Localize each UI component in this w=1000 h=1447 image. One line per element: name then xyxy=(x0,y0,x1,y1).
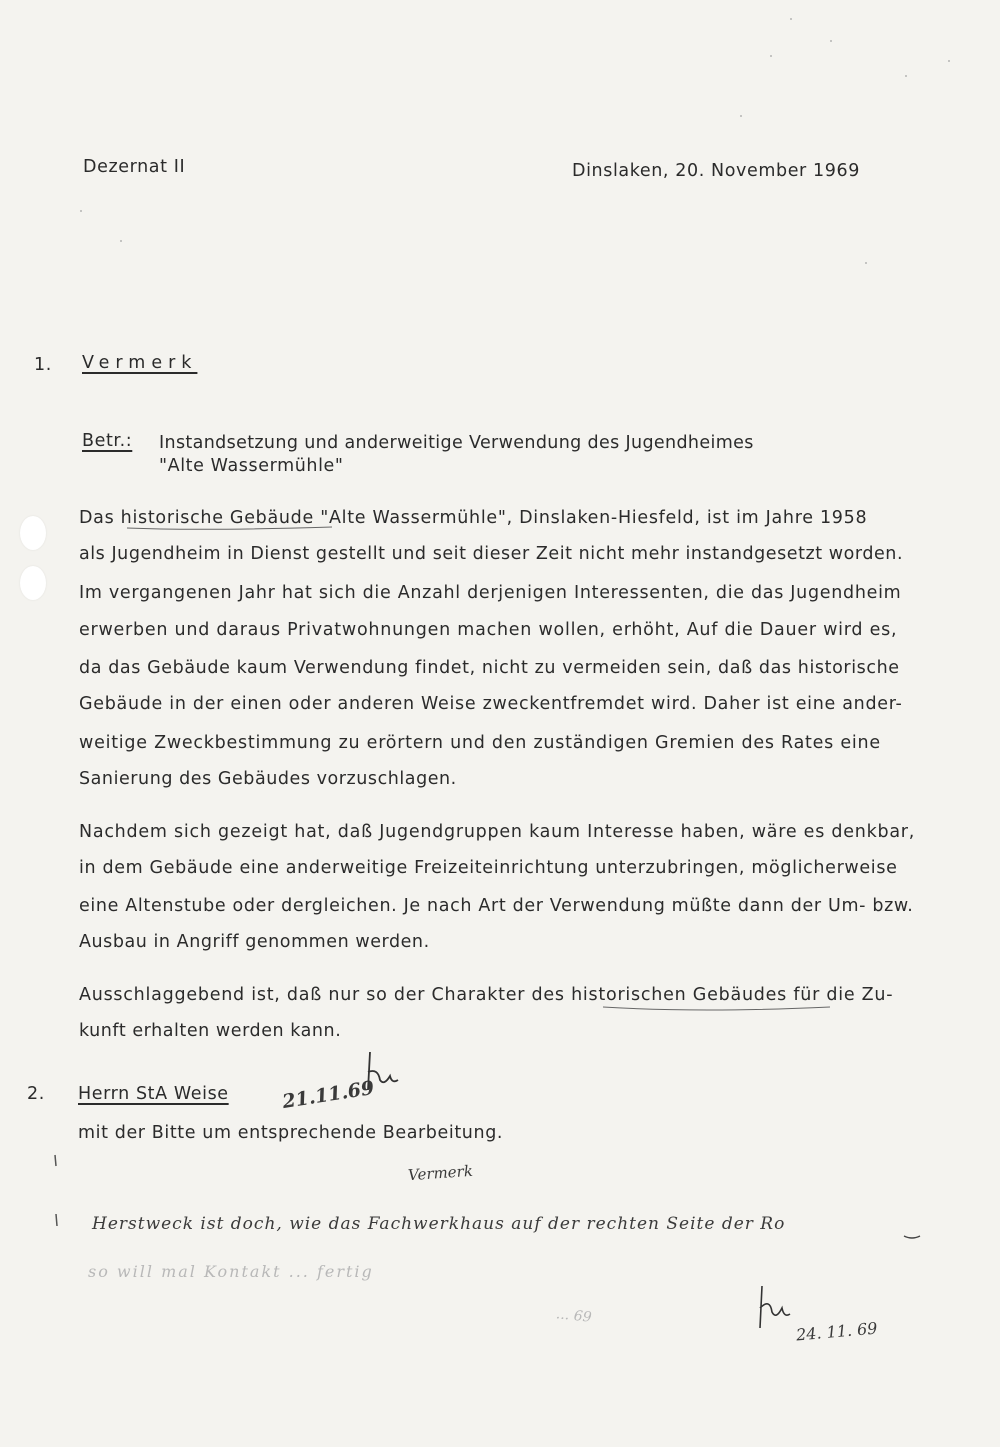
paragraph-1-line: Im vergangenen Jahr hat sich die Anzahl derjenigen Interessenten, die das Jugendheim xyxy=(79,583,902,603)
paragraph-3-line: Ausschlaggebend ist, daß nur so der Charakter des historischen Gebäudes für die Zu- xyxy=(79,985,894,1005)
scan-speck xyxy=(905,75,907,77)
subject-label: Betr.: xyxy=(82,431,133,451)
scan-speck xyxy=(770,55,772,57)
scan-speck xyxy=(120,240,122,242)
paragraph-1-line: Gebäude in der einen oder anderen Weise zweckentfremdet wird. Daher ist eine ander- xyxy=(79,694,903,714)
scan-speck xyxy=(740,115,742,117)
paragraph-1-line: Das historische Gebäude "Alte Wassermühle", Dinslaken-Hiesfeld, ist im Jahre 1958 xyxy=(79,508,868,528)
scan-speck xyxy=(948,60,950,62)
paragraph-1-line: weitige Zweckbestimmung zu erörtern und den zuständigen Gremien des Rates eine xyxy=(79,733,881,753)
handwritten-initial-date-1: ... 69 xyxy=(555,1306,593,1326)
stamp-date: 21.11.69 xyxy=(280,1076,376,1114)
handwritten-signature xyxy=(752,1284,792,1334)
punch-hole-lower xyxy=(20,566,46,600)
section-title: Vermerk xyxy=(82,353,198,373)
handwritten-insert: Vermerk xyxy=(407,1161,474,1185)
subject-line-1: Instandsetzung und anderweitige Verwendung des Jugendheimes xyxy=(159,433,754,453)
paragraph-1-line: erwerben und daraus Privatwohnungen machen wollen, erhöht, Auf die Dauer wird es, xyxy=(79,620,898,640)
addressee: Herrn StA Weise xyxy=(78,1084,229,1104)
handwritten-note-line-1: Herstweck ist doch, wie das Fachwerkhaus auf der rechten Seite der Ro xyxy=(92,1214,786,1234)
place-date: Dinslaken, 20. November 1969 xyxy=(572,161,860,181)
department-label: Dezernat II xyxy=(83,157,186,177)
section-number-2: 2. xyxy=(27,1084,45,1104)
paragraph-1-line: Sanierung des Gebäudes vorzuschlagen. xyxy=(79,769,457,789)
initials-signature xyxy=(362,1050,402,1100)
section-number-1: 1. xyxy=(34,355,52,375)
subject-line-2: "Alte Wassermühle" xyxy=(159,456,344,476)
scan-speck xyxy=(790,18,792,20)
paragraph-3-line: kunft erhalten werden kann. xyxy=(79,1021,342,1041)
punch-hole-upper xyxy=(20,516,46,550)
scan-speck xyxy=(830,40,832,42)
paragraph-1-line: als Jugendheim in Dienst gestellt und seit dieser Zeit nicht mehr instandgesetzt worden. xyxy=(79,544,904,564)
handwritten-initial-date-2: 24. 11. 69 xyxy=(795,1318,879,1345)
paragraph-2-line: eine Altenstube oder dergleichen. Je nach Art der Verwendung müßte dann der Um- bzw. xyxy=(79,896,914,916)
scan-speck xyxy=(865,262,867,264)
handwritten-note-line-2: so will mal Kontakt ... fertig xyxy=(88,1262,374,1281)
scan-speck xyxy=(80,210,82,212)
paragraph-2-line: Nachdem sich gezeigt hat, daß Jugendgruppen kaum Interesse haben, wäre es denkbar, xyxy=(79,822,916,842)
paragraph-1-line: da das Gebäude kaum Verwendung findet, nicht zu vermeiden sein, daß das historische xyxy=(79,658,900,678)
request-line: mit der Bitte um entsprechende Bearbeitung. xyxy=(78,1123,504,1143)
paragraph-2-line: Ausbau in Angriff genommen werden. xyxy=(79,932,430,952)
paragraph-2-line: in dem Gebäude eine anderweitige Freizeiteinrichtung unterzubringen, möglicherweise xyxy=(79,858,898,878)
